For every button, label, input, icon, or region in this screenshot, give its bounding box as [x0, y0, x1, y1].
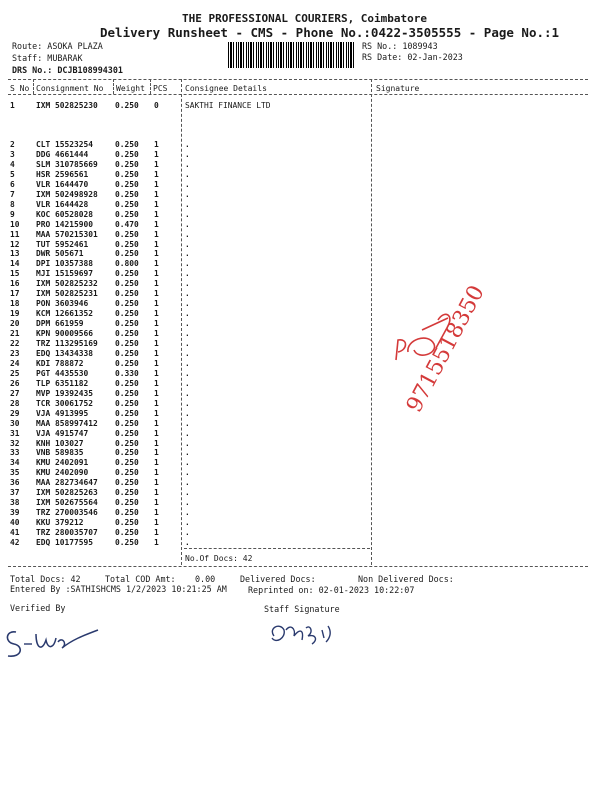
cell-cd: .	[185, 538, 190, 547]
cell-cd: .	[185, 339, 190, 348]
table-row	[0, 140, 600, 149]
cell-w: 0.250	[115, 229, 139, 239]
cell-w: 0.250	[115, 289, 139, 299]
table-row	[0, 220, 600, 229]
cell-sno: 42	[10, 538, 20, 547]
cell-cd: .	[185, 189, 190, 199]
cell-w: 0.250	[115, 189, 139, 199]
cell-sno: 21	[10, 329, 20, 339]
total-cod-value: 0.00	[195, 574, 216, 584]
cell-cd: SAKTHI FINANCE LTD	[185, 101, 271, 110]
cell-cno: MAA 858997412	[36, 418, 98, 428]
table-row	[0, 249, 600, 258]
cell-cno: SLM 310785669	[36, 159, 98, 169]
cell-cno: KDI 788872	[36, 358, 84, 368]
cell-sno: 16	[10, 279, 20, 289]
cell-cd: .	[185, 458, 190, 468]
table-row	[0, 429, 600, 438]
cell-w: 0.250	[115, 239, 139, 249]
cell-w: 0.250	[115, 398, 139, 408]
cell-w: 0.250	[115, 179, 139, 189]
cell-w: 0.250	[115, 408, 139, 418]
cell-w: 0.250	[115, 438, 139, 448]
col-sno: S No	[10, 84, 30, 93]
cell-sno: 36	[10, 478, 20, 488]
cell-cd: .	[185, 199, 190, 209]
cell-w: 0.800	[115, 259, 139, 269]
cell-cno: EDQ 13434338	[36, 348, 94, 358]
cell-cd: .	[185, 219, 190, 229]
table-row	[0, 379, 600, 388]
cell-p: 1	[154, 428, 159, 438]
table-row	[0, 309, 600, 318]
cell-cd: .	[185, 508, 190, 518]
total-cod-label: Total COD Amt:	[105, 574, 176, 584]
cell-cd: .	[185, 169, 190, 179]
cell-cno: IXM 502825230	[36, 101, 98, 110]
cell-cd: .	[185, 468, 190, 478]
cell-cd: .	[185, 289, 190, 299]
cell-sno: 8	[10, 199, 15, 209]
total-docs: Total Docs: 42	[10, 574, 81, 584]
cell-w: 0.250	[115, 388, 139, 398]
cell-w: 0.250	[115, 418, 139, 428]
table-row	[0, 419, 600, 428]
table-row	[0, 439, 600, 448]
table-row	[0, 468, 600, 477]
cell-cno: KMU 2402091	[36, 458, 89, 468]
cell-cd: .	[185, 418, 190, 428]
cell-sno: 7	[10, 189, 15, 199]
cell-cd: .	[185, 368, 190, 378]
cell-p: 1	[154, 319, 159, 329]
cell-p: 1	[154, 169, 159, 179]
col-weight: Weight	[116, 84, 145, 93]
cell-sno: 24	[10, 358, 20, 368]
cell-w: 0.250	[115, 140, 139, 149]
cell-cno: KMU 2402090	[36, 468, 89, 478]
cell-w: 0.250	[115, 169, 139, 179]
table-row	[0, 101, 600, 110]
cell-sno: 27	[10, 388, 20, 398]
table-row	[0, 150, 600, 159]
table-row	[0, 359, 600, 368]
table-row	[0, 488, 600, 497]
table-row	[0, 170, 600, 179]
cell-cno: TUT 5952461	[36, 239, 89, 249]
cell-w: 0.250	[115, 428, 139, 438]
cell-sno: 33	[10, 448, 20, 458]
cell-sno: 17	[10, 289, 20, 299]
cell-w: 0.250	[115, 498, 139, 508]
cell-w: 0.250	[115, 538, 139, 547]
cell-sno: 2	[10, 140, 15, 149]
cell-sno: 35	[10, 468, 20, 478]
cell-p: 1	[154, 299, 159, 309]
barcode	[228, 42, 356, 68]
cell-cno: IXM 502825231	[36, 289, 98, 299]
cell-cd: .	[185, 239, 190, 249]
cell-cno: DWR 505671	[36, 249, 84, 259]
table-row	[0, 518, 600, 527]
cell-cd: .	[185, 348, 190, 358]
cell-p: 1	[154, 468, 159, 478]
cell-sno: 14	[10, 259, 20, 269]
staff: Staff: MUBARAK	[12, 53, 83, 63]
cell-sno: 13	[10, 249, 20, 259]
cell-cd: .	[185, 488, 190, 498]
cell-w: 0.250	[115, 279, 139, 289]
table-row	[0, 478, 600, 487]
table-row	[0, 279, 600, 288]
cell-cno: DPI 10357388	[36, 259, 94, 269]
cell-cd: .	[185, 378, 190, 388]
cell-p: 1	[154, 339, 159, 348]
cell-p: 1	[154, 329, 159, 339]
cell-sno: 40	[10, 518, 20, 528]
staff-signature-label: Staff Signature	[264, 604, 340, 614]
cell-p: 1	[154, 239, 159, 249]
cell-w: 0.250	[115, 339, 139, 348]
cell-w: 0.250	[115, 518, 139, 528]
cell-p: 1	[154, 309, 159, 319]
cell-sno: 20	[10, 319, 20, 329]
cell-cno: KOC 60528028	[36, 209, 94, 219]
cell-p: 1	[154, 498, 159, 508]
cell-cno: KKU 379212	[36, 518, 84, 528]
cell-cd: .	[185, 438, 190, 448]
cell-p: 1	[154, 368, 159, 378]
cell-p: 1	[154, 398, 159, 408]
table-row	[0, 269, 600, 278]
cell-cd: .	[185, 249, 190, 259]
cell-sno: 41	[10, 528, 20, 538]
cell-w: 0.250	[115, 329, 139, 339]
cell-sno: 32	[10, 438, 20, 448]
cell-p: 1	[154, 458, 159, 468]
cell-cd: .	[185, 259, 190, 269]
runsheet-subtitle: Delivery Runsheet - CMS - Phone No.:0422-3505555 - Page No.:1	[100, 25, 560, 40]
cell-sno: 28	[10, 398, 20, 408]
cell-cno: DDG 4661444	[36, 149, 89, 159]
cell-cd: .	[185, 329, 190, 339]
cell-cd: .	[185, 478, 190, 488]
cell-sno: 23	[10, 348, 20, 358]
cell-cd: .	[185, 428, 190, 438]
cell-w: 0.250	[115, 299, 139, 309]
cell-cno: TRZ 270003546	[36, 508, 98, 518]
delivered-docs: Delivered Docs:	[240, 574, 316, 584]
cell-cno: IXM 502498928	[36, 189, 98, 199]
cell-sno: 15	[10, 269, 20, 279]
entered-by: Entered By :SATHISHCMS 1/2/2023 10:21:25 AM	[10, 584, 227, 594]
cell-p: 1	[154, 388, 159, 398]
staff-signature	[266, 618, 356, 658]
cell-cno: VJA 4913995	[36, 408, 89, 418]
cell-w: 0.250	[115, 348, 139, 358]
cell-w: 0.250	[115, 528, 139, 538]
cell-cno: KCM 12661352	[36, 309, 94, 319]
cell-cd: .	[185, 309, 190, 319]
table-row	[0, 458, 600, 467]
table-row	[0, 528, 600, 537]
cell-cno: MVP 19392435	[36, 388, 94, 398]
cell-p: 1	[154, 259, 159, 269]
no-of-docs: No.Of Docs: 42	[185, 554, 253, 563]
cell-sno: 25	[10, 368, 20, 378]
cell-sno: 37	[10, 488, 20, 498]
cell-p: 1	[154, 358, 159, 368]
cell-cno: MJI 15159697	[36, 269, 94, 279]
cell-sno: 18	[10, 299, 20, 309]
cell-sno: 31	[10, 428, 20, 438]
cell-p: 1	[154, 219, 159, 229]
cell-cd: .	[185, 269, 190, 279]
cell-p: 1	[154, 408, 159, 418]
cell-p: 1	[154, 438, 159, 448]
cell-w: 0.250	[115, 458, 139, 468]
table-row	[0, 399, 600, 408]
route: Route: ASOKA PLAZA	[12, 41, 103, 51]
cell-cno: VLR 1644428	[36, 199, 89, 209]
cell-cno: TLP 6351182	[36, 378, 89, 388]
cell-cno: MAA 282734647	[36, 478, 98, 488]
cell-w: 0.250	[115, 378, 139, 388]
table-row	[0, 180, 600, 189]
cell-sno: 9	[10, 209, 15, 219]
cell-cno: VNB 589835	[36, 448, 84, 458]
company-title: THE PROFESSIONAL COURIERS, Coimbatore	[182, 12, 428, 25]
table-row	[0, 329, 600, 338]
table-row	[0, 289, 600, 298]
drs-number: DRS No.: DCJB108994301	[12, 65, 123, 75]
cell-cno: VJA 4915747	[36, 428, 89, 438]
verified-signature	[2, 618, 112, 668]
table-row	[0, 389, 600, 398]
cell-p: 0	[154, 101, 159, 110]
handwritten-phone: 9715518350	[402, 281, 490, 417]
cell-w: 0.250	[115, 199, 139, 209]
cell-w: 0.470	[115, 219, 139, 229]
table-row	[0, 319, 600, 328]
cell-p: 1	[154, 149, 159, 159]
cell-w: 0.250	[115, 508, 139, 518]
cell-sno: 3	[10, 149, 15, 159]
cell-cd: .	[185, 149, 190, 159]
cell-w: 0.250	[115, 319, 139, 329]
cell-p: 1	[154, 289, 159, 299]
cell-cd: .	[185, 398, 190, 408]
cell-p: 1	[154, 508, 159, 518]
cell-sno: 4	[10, 159, 15, 169]
table-row	[0, 240, 600, 249]
cell-cd: .	[185, 358, 190, 368]
verified-by-label: Verified By	[10, 603, 66, 613]
cell-cno: DPM 661959	[36, 319, 84, 329]
cell-cd: .	[185, 229, 190, 239]
table-row	[0, 210, 600, 219]
cell-cd: .	[185, 140, 190, 149]
cell-w: 0.250	[115, 448, 139, 458]
cell-p: 1	[154, 488, 159, 498]
cell-cd: .	[185, 498, 190, 508]
cell-cno: IXM 502825263	[36, 488, 98, 498]
cell-cd: .	[185, 209, 190, 219]
table-row	[0, 230, 600, 239]
cell-sno: 1	[10, 101, 15, 110]
col-signature: Signature	[376, 84, 420, 93]
cell-cno: KNH 103027	[36, 438, 84, 448]
cell-sno: 19	[10, 309, 20, 319]
cell-p: 1	[154, 159, 159, 169]
cell-sno: 39	[10, 508, 20, 518]
cell-p: 1	[154, 448, 159, 458]
cell-sno: 12	[10, 239, 20, 249]
cell-w: 0.250	[115, 159, 139, 169]
cell-cno: PON 3603946	[36, 299, 89, 309]
cell-p: 1	[154, 348, 159, 358]
cell-sno: 30	[10, 418, 20, 428]
cell-cno: KPN 90009566	[36, 329, 94, 339]
table-row	[0, 508, 600, 517]
cell-cd: .	[185, 448, 190, 458]
cell-sno: 26	[10, 378, 20, 388]
cell-p: 1	[154, 140, 159, 149]
non-delivered-docs: Non Delivered Docs:	[358, 574, 454, 584]
col-pcs: PCS	[153, 84, 168, 93]
cell-p: 1	[154, 269, 159, 279]
rs-date: RS Date: 02-Jan-2023	[362, 52, 463, 62]
col-consignee: Consignee Details	[185, 84, 267, 93]
cell-w: 0.330	[115, 368, 139, 378]
table-row	[0, 538, 600, 547]
cell-p: 1	[154, 518, 159, 528]
reprinted-on: Reprinted on: 02-01-2023 10:22:07	[248, 585, 415, 595]
cell-cno: EDQ 10177595	[36, 538, 94, 547]
cell-w: 0.250	[115, 468, 139, 478]
cell-cno: CLT 15523254	[36, 140, 94, 149]
table-row	[0, 259, 600, 268]
cell-p: 1	[154, 478, 159, 488]
cell-sno: 38	[10, 498, 20, 508]
cell-cno: PRO 14215900	[36, 219, 94, 229]
cell-cd: .	[185, 279, 190, 289]
cell-p: 1	[154, 249, 159, 259]
table-row	[0, 369, 600, 378]
cell-sno: 10	[10, 219, 20, 229]
col-consignment: Consignment No	[36, 84, 104, 93]
cell-w: 0.250	[115, 209, 139, 219]
table-row	[0, 339, 600, 348]
table-row	[0, 409, 600, 418]
table-row	[0, 299, 600, 308]
table-row	[0, 190, 600, 199]
cell-cd: .	[185, 528, 190, 538]
cell-p: 1	[154, 378, 159, 388]
cell-cd: .	[185, 159, 190, 169]
cell-p: 1	[154, 209, 159, 219]
cell-cno: IXM 502825232	[36, 279, 98, 289]
cell-w: 0.250	[115, 358, 139, 368]
cell-cno: HSR 2596561	[36, 169, 89, 179]
cell-p: 1	[154, 189, 159, 199]
cell-cno: PGT 4435530	[36, 368, 89, 378]
cell-sno: 22	[10, 339, 20, 348]
table-row	[0, 200, 600, 209]
cell-sno: 29	[10, 408, 20, 418]
cell-p: 1	[154, 418, 159, 428]
cell-p: 1	[154, 229, 159, 239]
table-row	[0, 349, 600, 358]
cell-p: 1	[154, 179, 159, 189]
cell-cd: .	[185, 408, 190, 418]
cell-cno: TRZ 113295169	[36, 339, 98, 348]
cell-cd: .	[185, 179, 190, 189]
cell-cd: .	[185, 388, 190, 398]
cell-w: 0.250	[115, 101, 139, 110]
cell-cd: .	[185, 319, 190, 329]
table-row	[0, 160, 600, 169]
cell-w: 0.250	[115, 269, 139, 279]
cell-p: 1	[154, 528, 159, 538]
rs-number: RS No.: 1089943	[362, 41, 438, 51]
cell-sno: 5	[10, 169, 15, 179]
cell-sno: 6	[10, 179, 15, 189]
cell-cno: VLR 1644470	[36, 179, 89, 189]
cell-sno: 34	[10, 458, 20, 468]
cell-cno: TRZ 280035707	[36, 528, 98, 538]
table-row	[0, 498, 600, 507]
cell-w: 0.250	[115, 309, 139, 319]
cell-p: 1	[154, 279, 159, 289]
cell-cd: .	[185, 299, 190, 309]
cell-p: 1	[154, 538, 159, 547]
cell-w: 0.250	[115, 488, 139, 498]
cell-cno: IXM 502675564	[36, 498, 98, 508]
cell-w: 0.250	[115, 478, 139, 488]
cell-cno: TCR 30061752	[36, 398, 94, 408]
cell-cd: .	[185, 518, 190, 528]
cell-w: 0.250	[115, 149, 139, 159]
cell-cno: MAA 570215301	[36, 229, 98, 239]
table-row	[0, 448, 600, 457]
cell-p: 1	[154, 199, 159, 209]
cell-w: 0.250	[115, 249, 139, 259]
cell-sno: 11	[10, 229, 20, 239]
